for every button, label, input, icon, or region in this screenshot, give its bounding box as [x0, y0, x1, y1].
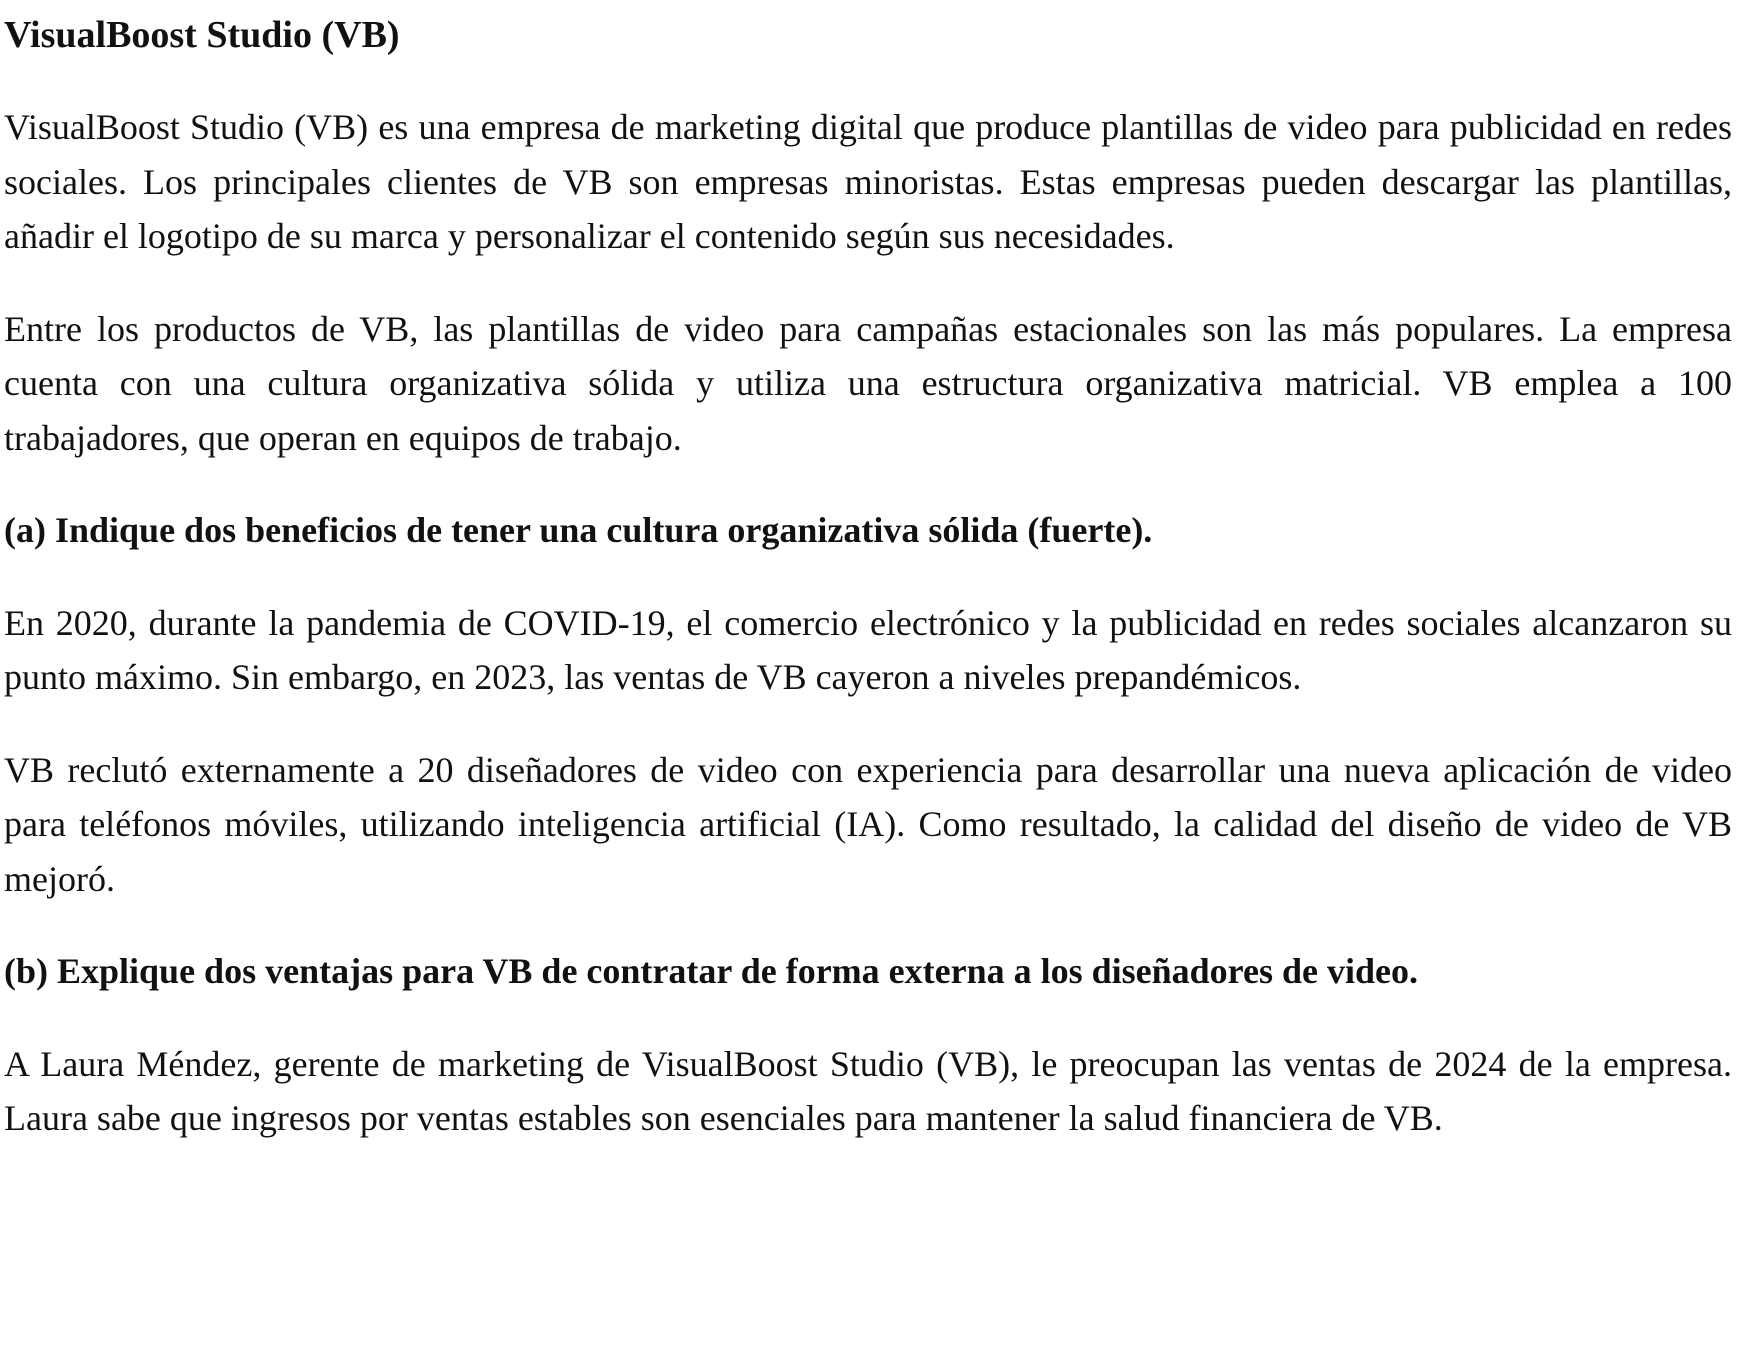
paragraph-recruitment: VB reclutó externamente a 20 diseñadores de video con experiencia para desarrollar una nueva aplicación de video para teléfonos móviles, utilizando inteligencia artificial (IA). Como resultado, la calidad del diseño de video de VB mejoró. [4, 749, 1732, 899]
paragraph-intro: VisualBoost Studio (VB) es una empresa de marketing digital que produce plantillas de video para publicidad en redes sociales. Los principales clientes de VB son empresas minoristas. Estas empresas pueden descargar las plantillas, añadir el logotipo de su marca y personalizar el contenido según sus necesidades. [4, 107, 1732, 256]
document-title: VisualBoost Studio (VB) [4, 14, 400, 56]
question-a: (a) Indique dos beneficios de tener una cultura organizativa sólida (fuerte). [4, 510, 1153, 550]
question-b: (b) Explique dos ventajas para VB de contratar de forma externa a los diseñadores de video. [4, 951, 1419, 991]
paragraph-products: Entre los productos de VB, las plantillas de video para campañas estacionales son las más populares. La empresa cuenta con una cultura organizativa sólida y utiliza una estructura organizativa matricial. VB emplea a 100 trabajadores, que operan en equipos de trabajo. [4, 308, 1732, 458]
paragraph-laura: A Laura Méndez, gerente de marketing de VisualBoost Studio (VB), le preocupan las ventas de 2024 de la empresa. Laura sabe que ingresos por ventas estables son esenciales para mantener la salud financiera de VB. [4, 1043, 1732, 1138]
document-body [4, 8, 1732, 1146]
paragraph-pandemic: En 2020, durante la pandemia de COVID-19, el comercio electrónico y la publicidad en redes sociales alcanzaron su punto máximo. Sin embargo, en 2023, las ventas de VB cayeron a niveles prepandémicos. [4, 602, 1732, 697]
